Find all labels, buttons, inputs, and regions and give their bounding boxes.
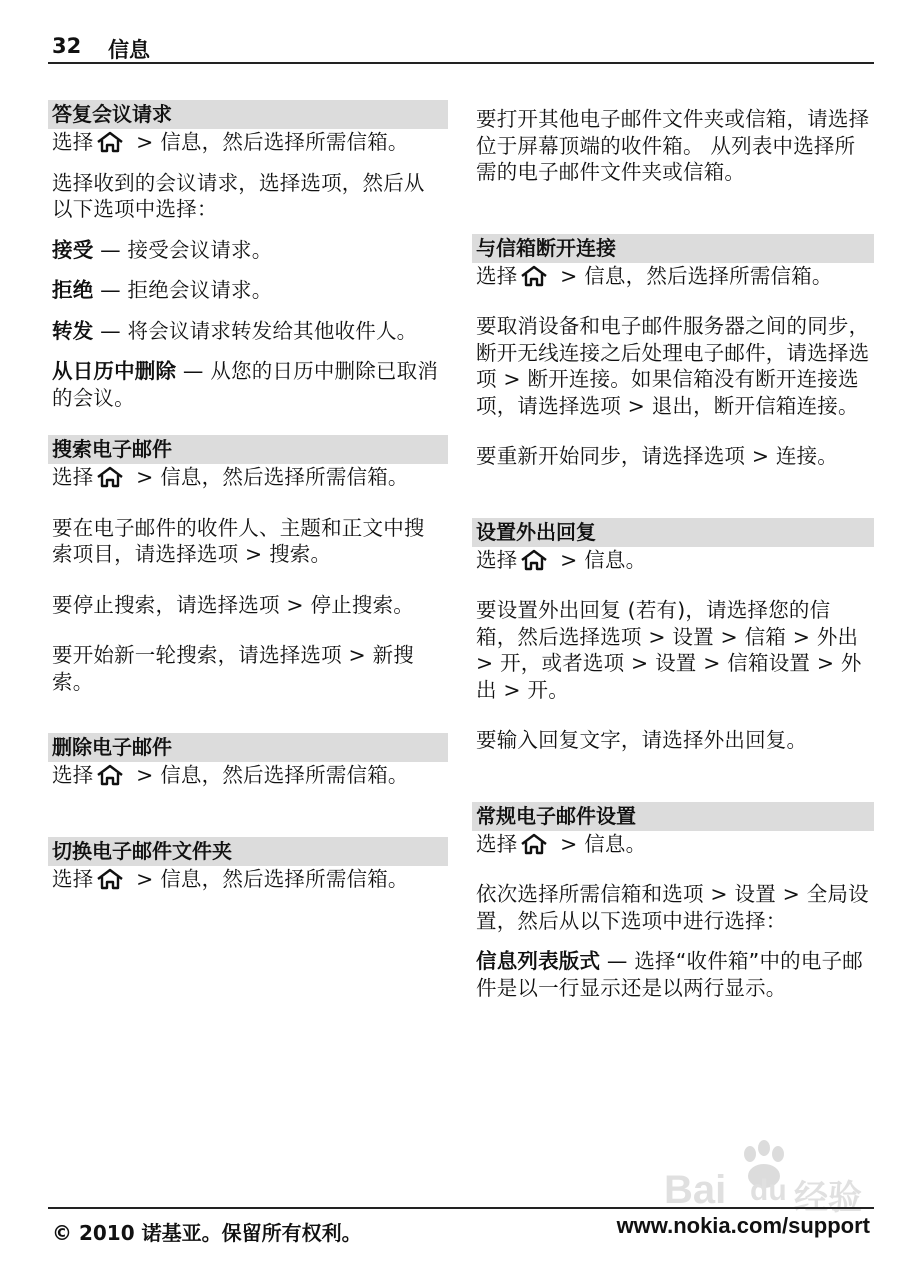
paragraph: 选择收到的会议请求，选择选项，然后从以下选项中选择： [52,170,425,221]
watermark-du: du [750,1174,787,1207]
paragraph: 选择 > 信息，然后选择所需信箱。 [52,763,409,787]
left-column [48,100,448,892]
section-title-general-settings: 常规电子邮件设置 [472,802,874,831]
section-title-switch-folder: 切换电子邮件文件夹 [48,837,448,866]
paragraph: 选择 > 信息，然后选择所需信箱。 [52,465,409,489]
section-title-delete-email: 删除电子邮件 [48,733,448,762]
paragraph: 要开始新一轮搜索，请选择选项 > 新搜索。 [52,643,415,694]
footer-copyright: © 2010 诺基亚。保留所有权利。 [52,1221,362,1245]
home-icon [95,868,125,890]
footer-url[interactable]: www.nokia.com/support [616,1213,870,1238]
baidu-watermark [664,1140,874,1224]
paragraph: 选择 > 信息，然后选择所需信箱。 [52,130,409,154]
section-title-search-email: 搜索电子邮件 [48,435,448,464]
paragraph: 要取消设备和电子邮件服务器之间的同步，断开无线连接之后处理电子邮件，请选择选项 > 断开连接。如果信箱没有断开连接选项，请选择选项 > 退出，断开信箱连接。 [476,314,870,418]
footer-divider [48,1207,874,1209]
watermark-brand: Bai [664,1168,727,1212]
paragraph: 要输入回复文字，请选择外出回复。 [476,728,808,752]
option-forward: 转发 — 将会议请求转发给其他收件人。 [52,318,418,343]
home-icon [519,265,549,287]
paragraph: 要在电子邮件的收件人、主题和正文中搜索项目，请选择选项 > 搜索。 [52,515,425,566]
home-icon [95,764,125,786]
paragraph: 要停止搜索，请选择选项 > 停止搜索。 [52,592,415,617]
home-icon [519,549,549,571]
option-accept: 接受 — 接受会议请求。 [52,237,273,262]
paragraph: 要设置外出回复 (若有)，请选择您的信箱，然后选择选项 > 设置 > 信箱 > 外出 > 开，或者选项 > 设置 > 信箱设置 > 外出 > 开。 [476,598,862,702]
home-icon [519,833,549,855]
section-title-disconnect-mailbox: 与信箱断开连接 [472,234,874,263]
paragraph: 要重新开始同步，请选择选项 > 连接。 [476,444,839,468]
option-message-list-layout: 信息列表版式 — 选择“收件箱”中的电子邮件是以一行显示还是以两行显示。 [476,949,863,1000]
home-icon [95,131,125,153]
section-title-reply-meeting: 答复会议请求 [48,100,448,129]
watermark-suffix: 经验 [794,1179,862,1217]
paragraph: 依次选择所需信箱和选项 > 设置 > 全局设置，然后从以下选项中进行选择： [476,882,869,933]
chapter-title: 信息 [108,38,150,62]
right-column [472,106,874,1001]
home-icon [95,466,125,488]
paragraph: 要打开其他电子邮件文件夹或信箱，请选择位于屏幕顶端的收件箱。 从列表中选择所需的电子邮件文件夹或信箱。 [476,107,870,184]
option-remove-from-calendar: 从日历中删除 — 从您的日历中删除已取消的会议。 [52,359,439,410]
page-number: 32 [52,34,82,58]
paragraph: 选择 > 信息。 [476,547,647,572]
page-header [48,30,874,64]
paragraph: 选择 > 信息。 [476,831,647,856]
section-title-out-of-office: 设置外出回复 [472,518,874,547]
paragraph: 选择 > 信息，然后选择所需信箱。 [476,263,833,288]
option-decline: 拒绝 — 拒绝会议请求。 [52,278,273,302]
paragraph: 选择 > 信息，然后选择所需信箱。 [52,866,409,891]
